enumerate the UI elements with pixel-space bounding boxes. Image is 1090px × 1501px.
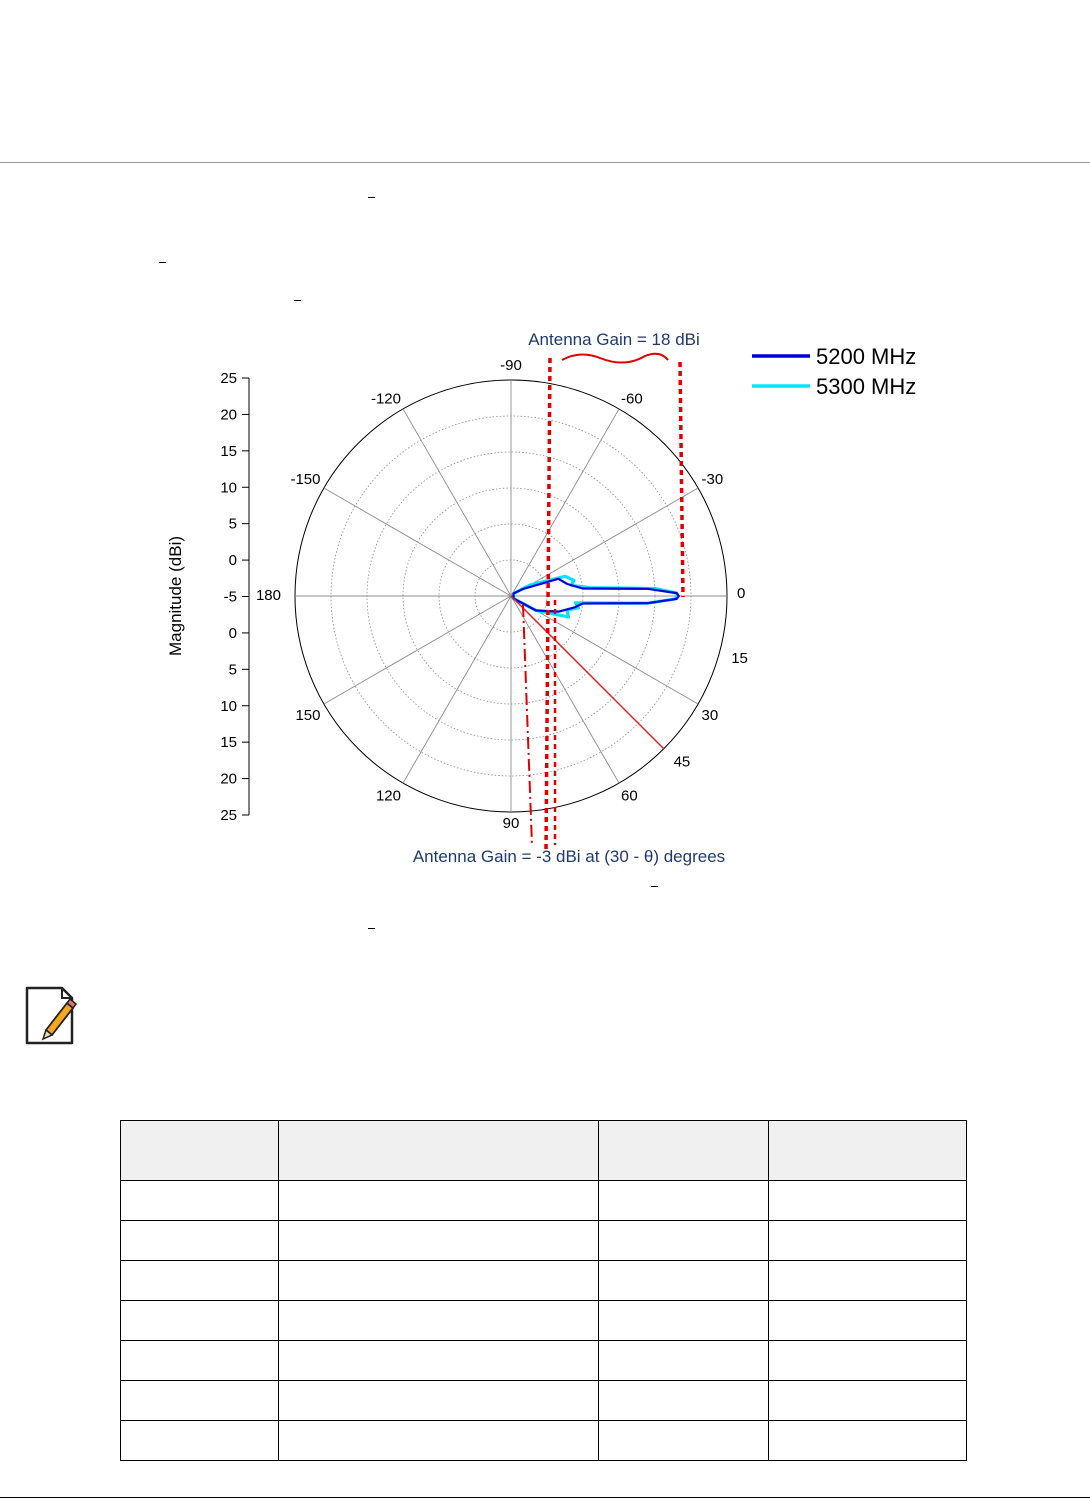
table-row (121, 1221, 967, 1261)
axis-tick-label: 10 (220, 479, 237, 497)
text-mark (368, 928, 375, 929)
table-row (121, 1181, 967, 1221)
angle-label: -60 (621, 390, 643, 408)
angle-label: 60 (621, 787, 638, 805)
angle-label: 30 (701, 707, 719, 724)
axis-tick-label: 15 (220, 734, 237, 752)
table-cell (769, 1421, 967, 1461)
table-row (121, 1261, 967, 1301)
table-cell (279, 1301, 599, 1341)
angle-label: 0 (737, 585, 746, 602)
axis-tick-label: 10 (220, 697, 237, 715)
axis-tick-label: -5 (223, 588, 237, 606)
grid-spoke (324, 596, 511, 704)
series-layer (511, 576, 679, 748)
table-row (121, 1421, 967, 1461)
table-cell (599, 1341, 769, 1381)
angle-label: 45 (673, 753, 691, 771)
table-cell (769, 1181, 967, 1221)
table-cell (279, 1181, 599, 1221)
footer-rule (0, 1497, 1090, 1498)
table-cell (279, 1261, 599, 1301)
table-cell (121, 1301, 279, 1341)
table-cell (121, 1221, 279, 1261)
table-row (121, 1341, 967, 1381)
table-header-row (121, 1121, 967, 1181)
text-mark (651, 886, 658, 887)
grid-spoke (403, 596, 511, 783)
polar-chart (0, 300, 1090, 870)
axis-tick-label: 5 (228, 515, 237, 533)
table-cell (599, 1381, 769, 1421)
table-cell (279, 1381, 599, 1421)
table-cell (279, 1341, 599, 1381)
grid-spoke (511, 409, 619, 596)
pencil-note-icon (20, 985, 82, 1049)
spec-table (120, 1120, 967, 1461)
axis-tick-label: 20 (220, 406, 237, 424)
gain-brace (562, 354, 668, 363)
table-row (121, 1381, 967, 1421)
angle-label: 90 (502, 815, 520, 832)
axis-tick-label: 20 (220, 770, 237, 788)
angle-label: -30 (701, 471, 724, 488)
axis-tick-label: 0 (228, 552, 237, 570)
table-cell (599, 1301, 769, 1341)
table-cell (599, 1421, 769, 1461)
guide-line-inner (546, 358, 550, 850)
table-cell (121, 1421, 279, 1461)
legend-label: 5300 MHz (816, 374, 917, 399)
table-cell (121, 1381, 279, 1421)
marker-line-45 (511, 596, 664, 749)
grid-spoke (324, 488, 511, 596)
table-cell (769, 1341, 967, 1381)
table-cell (279, 1221, 599, 1261)
header-rule (0, 162, 1090, 163)
table-cell (769, 1301, 967, 1341)
table-header-cell (121, 1121, 279, 1181)
grid-spoke (403, 409, 511, 596)
guide-line-dashdot (523, 605, 532, 845)
angle-label: 15 (731, 650, 748, 667)
grid-spoke (511, 488, 698, 596)
angle-label: -150 (290, 471, 321, 488)
table-cell (121, 1261, 279, 1301)
annotation-gain-bottom: Antenna Gain = -3 dBi at (30 - θ) degrees (412, 847, 726, 866)
table-row (121, 1301, 967, 1341)
text-mark (159, 262, 166, 263)
table-header-cell (599, 1121, 769, 1181)
table-cell (769, 1381, 967, 1421)
angle-label: 150 (295, 707, 321, 724)
angle-labels (256, 357, 748, 832)
y-axis-label: Magnitude (dBi) (166, 535, 185, 657)
legend-label: 5200 MHz (816, 344, 917, 369)
angle-label: 180 (255, 587, 281, 604)
table-cell (121, 1341, 279, 1381)
legend (752, 344, 916, 399)
axis-tick-label: 25 (220, 370, 237, 387)
series-line-5200-mhz (514, 579, 679, 612)
grid-spoke (511, 596, 619, 783)
table-cell (599, 1261, 769, 1301)
table-cell (599, 1221, 769, 1261)
axis-tick-label: 5 (228, 661, 237, 679)
table-cell (769, 1261, 967, 1301)
angle-label: 120 (375, 787, 401, 805)
table-cell (599, 1181, 769, 1221)
angle-label: -120 (370, 390, 401, 408)
axis-tick-label: 15 (220, 442, 237, 460)
text-mark (368, 197, 375, 198)
table-cell (769, 1221, 967, 1261)
radial-axis (166, 370, 249, 824)
table-header-cell (279, 1121, 599, 1181)
axis-tick-label: 25 (220, 807, 237, 824)
annotation-gain-top: Antenna Gain = 18 dBi (528, 330, 700, 349)
table-cell (279, 1421, 599, 1461)
axis-tick-label: 0 (228, 624, 237, 642)
angle-label: -90 (500, 357, 522, 374)
table-cell (121, 1181, 279, 1221)
table-header-cell (769, 1121, 967, 1181)
guide-line-peak (680, 362, 683, 597)
